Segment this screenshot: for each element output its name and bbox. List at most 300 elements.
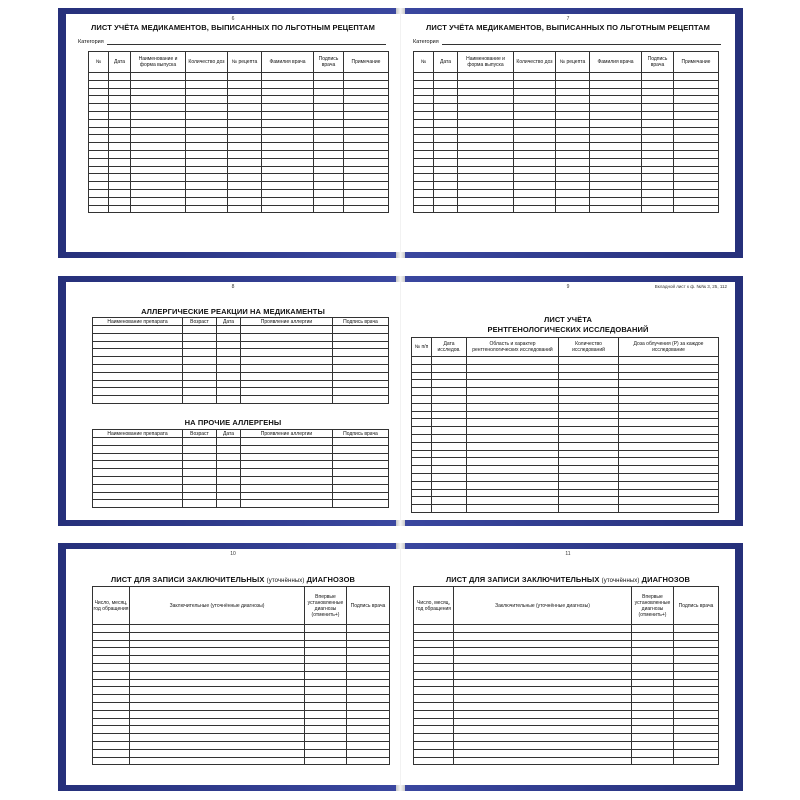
table-cell[interactable]: [619, 380, 719, 388]
table-row[interactable]: [89, 205, 389, 213]
table-cell[interactable]: [89, 143, 109, 151]
table-cell[interactable]: [559, 419, 619, 427]
diagnoses-table[interactable]: [413, 586, 719, 765]
table-cell[interactable]: [333, 326, 389, 334]
table-row[interactable]: [89, 174, 389, 182]
table-cell[interactable]: [305, 741, 347, 749]
table-cell[interactable]: [619, 434, 719, 442]
table-cell[interactable]: [434, 111, 458, 119]
table-cell[interactable]: [556, 80, 590, 88]
table-cell[interactable]: [642, 135, 674, 143]
table-cell[interactable]: [262, 88, 314, 96]
table-row[interactable]: [414, 687, 719, 695]
table-cell[interactable]: [590, 182, 642, 190]
table-cell[interactable]: [228, 143, 262, 151]
table-cell[interactable]: [458, 166, 514, 174]
table-cell[interactable]: [314, 119, 344, 127]
table-cell[interactable]: [131, 158, 186, 166]
table-cell[interactable]: [93, 333, 183, 341]
table-cell[interactable]: [559, 388, 619, 396]
table-row[interactable]: [414, 710, 719, 718]
table-cell[interactable]: [674, 119, 719, 127]
table-cell[interactable]: [131, 73, 186, 81]
table-row[interactable]: [412, 481, 719, 489]
table-cell[interactable]: [432, 372, 467, 380]
table-cell[interactable]: [314, 166, 344, 174]
table-cell[interactable]: [414, 166, 434, 174]
table-cell[interactable]: [314, 80, 344, 88]
table-row[interactable]: [93, 326, 389, 334]
table-cell[interactable]: [262, 166, 314, 174]
table-cell[interactable]: [556, 119, 590, 127]
table-cell[interactable]: [414, 632, 454, 640]
table-cell[interactable]: [434, 96, 458, 104]
table-cell[interactable]: [590, 73, 642, 81]
table-row[interactable]: [412, 388, 719, 396]
medications-table[interactable]: [88, 51, 389, 213]
table-cell[interactable]: [314, 127, 344, 135]
table-cell[interactable]: [89, 205, 109, 213]
table-cell[interactable]: [559, 458, 619, 466]
table-cell[interactable]: [109, 143, 131, 151]
table-cell[interactable]: [93, 656, 130, 664]
table-cell[interactable]: [347, 695, 390, 703]
table-cell[interactable]: [314, 197, 344, 205]
table-cell[interactable]: [467, 388, 559, 396]
table-row[interactable]: [89, 143, 389, 151]
table-cell[interactable]: [674, 143, 719, 151]
table-row[interactable]: [412, 395, 719, 403]
table-cell[interactable]: [674, 189, 719, 197]
table-cell[interactable]: [333, 364, 389, 372]
table-row[interactable]: [93, 349, 389, 357]
table-cell[interactable]: [89, 189, 109, 197]
table-cell[interactable]: [432, 450, 467, 458]
table-row[interactable]: [93, 380, 389, 388]
table-cell[interactable]: [674, 741, 719, 749]
table-row[interactable]: [412, 372, 719, 380]
table-cell[interactable]: [183, 396, 217, 404]
table-row[interactable]: [89, 166, 389, 174]
table-cell[interactable]: [559, 380, 619, 388]
table-cell[interactable]: [674, 174, 719, 182]
table-row[interactable]: [414, 189, 719, 197]
table-cell[interactable]: [186, 80, 228, 88]
table-cell[interactable]: [93, 500, 183, 508]
table-cell[interactable]: [241, 453, 333, 461]
table-cell[interactable]: [674, 663, 719, 671]
table-cell[interactable]: [559, 403, 619, 411]
table-row[interactable]: [93, 492, 389, 500]
table-cell[interactable]: [228, 104, 262, 112]
table-cell[interactable]: [590, 174, 642, 182]
table-cell[interactable]: [412, 442, 432, 450]
table-cell[interactable]: [467, 419, 559, 427]
table-cell[interactable]: [314, 111, 344, 119]
table-cell[interactable]: [414, 80, 434, 88]
table-cell[interactable]: [241, 396, 333, 404]
table-row[interactable]: [414, 663, 719, 671]
table-row[interactable]: [414, 111, 719, 119]
table-cell[interactable]: [412, 372, 432, 380]
table-cell[interactable]: [183, 476, 217, 484]
table-row[interactable]: [412, 357, 719, 365]
table-cell[interactable]: [414, 150, 434, 158]
table-cell[interactable]: [590, 166, 642, 174]
table-cell[interactable]: [93, 380, 183, 388]
table-cell[interactable]: [642, 88, 674, 96]
table-cell[interactable]: [89, 119, 109, 127]
table-cell[interactable]: [458, 205, 514, 213]
table-row[interactable]: [89, 189, 389, 197]
table-cell[interactable]: [305, 640, 347, 648]
table-cell[interactable]: [556, 197, 590, 205]
table-cell[interactable]: [454, 726, 632, 734]
table-cell[interactable]: [434, 205, 458, 213]
table-cell[interactable]: [458, 143, 514, 151]
table-cell[interactable]: [217, 461, 241, 469]
table-cell[interactable]: [183, 453, 217, 461]
table-cell[interactable]: [333, 396, 389, 404]
table-row[interactable]: [89, 104, 389, 112]
table-cell[interactable]: [347, 702, 390, 710]
table-cell[interactable]: [109, 80, 131, 88]
drug-allergy-table[interactable]: [92, 317, 389, 404]
table-row[interactable]: [414, 96, 719, 104]
table-cell[interactable]: [674, 104, 719, 112]
table-row[interactable]: [93, 453, 389, 461]
table-row[interactable]: [412, 473, 719, 481]
table-row[interactable]: [89, 88, 389, 96]
table-cell[interactable]: [183, 357, 217, 365]
table-cell[interactable]: [89, 135, 109, 143]
table-row[interactable]: [414, 143, 719, 151]
table-cell[interactable]: [514, 197, 556, 205]
table-cell[interactable]: [186, 143, 228, 151]
table-cell[interactable]: [559, 497, 619, 505]
table-cell[interactable]: [93, 710, 130, 718]
table-row[interactable]: [414, 749, 719, 757]
table-cell[interactable]: [556, 104, 590, 112]
table-cell[interactable]: [619, 403, 719, 411]
table-cell[interactable]: [632, 695, 674, 703]
table-cell[interactable]: [186, 135, 228, 143]
table-cell[interactable]: [93, 469, 183, 477]
table-cell[interactable]: [344, 80, 389, 88]
table-cell[interactable]: [590, 143, 642, 151]
table-cell[interactable]: [228, 96, 262, 104]
table-cell[interactable]: [262, 143, 314, 151]
table-cell[interactable]: [93, 695, 130, 703]
table-cell[interactable]: [344, 104, 389, 112]
table-cell[interactable]: [344, 111, 389, 119]
table-cell[interactable]: [632, 656, 674, 664]
table-cell[interactable]: [109, 73, 131, 81]
table-cell[interactable]: [559, 466, 619, 474]
table-cell[interactable]: [314, 135, 344, 143]
table-row[interactable]: [414, 648, 719, 656]
table-row[interactable]: [414, 182, 719, 190]
table-cell[interactable]: [514, 189, 556, 197]
table-cell[interactable]: [228, 111, 262, 119]
table-cell[interactable]: [344, 96, 389, 104]
table-row[interactable]: [414, 150, 719, 158]
table-cell[interactable]: [217, 357, 241, 365]
table-cell[interactable]: [412, 380, 432, 388]
table-cell[interactable]: [89, 197, 109, 205]
table-cell[interactable]: [434, 135, 458, 143]
table-cell[interactable]: [241, 461, 333, 469]
table-cell[interactable]: [347, 656, 390, 664]
table-cell[interactable]: [228, 88, 262, 96]
table-cell[interactable]: [333, 476, 389, 484]
table-cell[interactable]: [619, 395, 719, 403]
table-cell[interactable]: [412, 481, 432, 489]
table-cell[interactable]: [412, 489, 432, 497]
table-cell[interactable]: [412, 388, 432, 396]
table-cell[interactable]: [217, 388, 241, 396]
table-cell[interactable]: [414, 757, 454, 765]
table-cell[interactable]: [458, 150, 514, 158]
table-cell[interactable]: [458, 96, 514, 104]
table-cell[interactable]: [559, 473, 619, 481]
table-cell[interactable]: [217, 492, 241, 500]
table-row[interactable]: [414, 640, 719, 648]
table-row[interactable]: [412, 419, 719, 427]
table-cell[interactable]: [412, 427, 432, 435]
table-cell[interactable]: [347, 648, 390, 656]
table-cell[interactable]: [454, 640, 632, 648]
table-row[interactable]: [412, 497, 719, 505]
table-cell[interactable]: [130, 695, 305, 703]
table-cell[interactable]: [228, 182, 262, 190]
table-cell[interactable]: [93, 640, 130, 648]
table-row[interactable]: [93, 749, 390, 757]
table-cell[interactable]: [131, 104, 186, 112]
table-cell[interactable]: [674, 734, 719, 742]
table-cell[interactable]: [344, 189, 389, 197]
table-cell[interactable]: [93, 492, 183, 500]
table-row[interactable]: [89, 127, 389, 135]
table-cell[interactable]: [217, 364, 241, 372]
table-cell[interactable]: [514, 127, 556, 135]
table-cell[interactable]: [109, 158, 131, 166]
table-row[interactable]: [93, 656, 390, 664]
table-cell[interactable]: [183, 380, 217, 388]
table-cell[interactable]: [131, 205, 186, 213]
table-cell[interactable]: [454, 648, 632, 656]
table-cell[interactable]: [674, 656, 719, 664]
table-cell[interactable]: [414, 111, 434, 119]
table-cell[interactable]: [674, 749, 719, 757]
table-cell[interactable]: [514, 205, 556, 213]
table-cell[interactable]: [186, 96, 228, 104]
table-cell[interactable]: [619, 364, 719, 372]
table-cell[interactable]: [93, 625, 130, 633]
table-cell[interactable]: [241, 349, 333, 357]
table-cell[interactable]: [467, 357, 559, 365]
table-cell[interactable]: [514, 111, 556, 119]
table-row[interactable]: [414, 166, 719, 174]
table-cell[interactable]: [347, 726, 390, 734]
table-cell[interactable]: [314, 73, 344, 81]
table-cell[interactable]: [183, 438, 217, 446]
table-cell[interactable]: [674, 73, 719, 81]
table-cell[interactable]: [183, 388, 217, 396]
table-cell[interactable]: [414, 718, 454, 726]
table-row[interactable]: [93, 372, 389, 380]
table-cell[interactable]: [93, 671, 130, 679]
table-cell[interactable]: [130, 640, 305, 648]
table-cell[interactable]: [262, 182, 314, 190]
table-cell[interactable]: [674, 718, 719, 726]
table-cell[interactable]: [131, 197, 186, 205]
table-cell[interactable]: [347, 718, 390, 726]
table-cell[interactable]: [305, 648, 347, 656]
table-cell[interactable]: [130, 679, 305, 687]
table-cell[interactable]: [414, 710, 454, 718]
table-cell[interactable]: [514, 80, 556, 88]
table-cell[interactable]: [434, 88, 458, 96]
table-row[interactable]: [93, 679, 390, 687]
table-row[interactable]: [414, 88, 719, 96]
table-cell[interactable]: [432, 434, 467, 442]
table-cell[interactable]: [305, 702, 347, 710]
table-row[interactable]: [93, 663, 390, 671]
table-cell[interactable]: [333, 341, 389, 349]
table-row[interactable]: [93, 702, 390, 710]
table-cell[interactable]: [674, 671, 719, 679]
table-row[interactable]: [93, 687, 390, 695]
table-cell[interactable]: [130, 757, 305, 765]
table-cell[interactable]: [414, 741, 454, 749]
table-cell[interactable]: [262, 119, 314, 127]
table-row[interactable]: [93, 341, 389, 349]
table-cell[interactable]: [458, 127, 514, 135]
table-cell[interactable]: [619, 497, 719, 505]
table-cell[interactable]: [454, 656, 632, 664]
table-cell[interactable]: [458, 158, 514, 166]
table-row[interactable]: [93, 734, 390, 742]
table-cell[interactable]: [93, 648, 130, 656]
table-cell[interactable]: [467, 473, 559, 481]
table-cell[interactable]: [93, 679, 130, 687]
table-cell[interactable]: [314, 158, 344, 166]
table-cell[interactable]: [333, 388, 389, 396]
table-row[interactable]: [414, 625, 719, 633]
table-cell[interactable]: [674, 166, 719, 174]
table-cell[interactable]: [217, 484, 241, 492]
table-cell[interactable]: [262, 189, 314, 197]
table-cell[interactable]: [590, 88, 642, 96]
table-cell[interactable]: [333, 484, 389, 492]
table-cell[interactable]: [262, 73, 314, 81]
table-cell[interactable]: [89, 158, 109, 166]
table-cell[interactable]: [344, 158, 389, 166]
table-cell[interactable]: [414, 679, 454, 687]
table-cell[interactable]: [432, 380, 467, 388]
table-cell[interactable]: [642, 205, 674, 213]
table-cell[interactable]: [414, 189, 434, 197]
table-cell[interactable]: [262, 127, 314, 135]
table-cell[interactable]: [674, 111, 719, 119]
table-cell[interactable]: [454, 695, 632, 703]
table-cell[interactable]: [642, 189, 674, 197]
table-cell[interactable]: [458, 104, 514, 112]
table-cell[interactable]: [674, 80, 719, 88]
table-row[interactable]: [414, 695, 719, 703]
table-cell[interactable]: [186, 182, 228, 190]
table-row[interactable]: [414, 702, 719, 710]
table-cell[interactable]: [458, 80, 514, 88]
table-cell[interactable]: [414, 174, 434, 182]
table-row[interactable]: [414, 726, 719, 734]
table-cell[interactable]: [347, 640, 390, 648]
table-row[interactable]: [93, 364, 389, 372]
table-cell[interactable]: [241, 445, 333, 453]
table-cell[interactable]: [344, 197, 389, 205]
table-cell[interactable]: [674, 648, 719, 656]
table-cell[interactable]: [344, 205, 389, 213]
table-cell[interactable]: [333, 438, 389, 446]
table-cell[interactable]: [186, 111, 228, 119]
table-cell[interactable]: [674, 687, 719, 695]
table-cell[interactable]: [130, 656, 305, 664]
table-cell[interactable]: [414, 88, 434, 96]
table-cell[interactable]: [590, 135, 642, 143]
table-cell[interactable]: [347, 734, 390, 742]
table-cell[interactable]: [559, 364, 619, 372]
table-cell[interactable]: [619, 388, 719, 396]
table-row[interactable]: [412, 458, 719, 466]
table-cell[interactable]: [130, 648, 305, 656]
table-cell[interactable]: [130, 718, 305, 726]
table-cell[interactable]: [186, 166, 228, 174]
table-cell[interactable]: [674, 726, 719, 734]
table-cell[interactable]: [467, 364, 559, 372]
table-cell[interactable]: [89, 166, 109, 174]
table-cell[interactable]: [642, 158, 674, 166]
table-cell[interactable]: [93, 741, 130, 749]
table-cell[interactable]: [590, 111, 642, 119]
medications-table[interactable]: [413, 51, 719, 213]
table-row[interactable]: [93, 632, 390, 640]
table-row[interactable]: [93, 388, 389, 396]
table-cell[interactable]: [556, 73, 590, 81]
table-cell[interactable]: [333, 333, 389, 341]
table-cell[interactable]: [514, 143, 556, 151]
table-cell[interactable]: [590, 150, 642, 158]
table-cell[interactable]: [93, 484, 183, 492]
table-row[interactable]: [93, 500, 389, 508]
table-cell[interactable]: [432, 388, 467, 396]
table-cell[interactable]: [333, 380, 389, 388]
table-cell[interactable]: [432, 473, 467, 481]
table-cell[interactable]: [262, 197, 314, 205]
table-cell[interactable]: [344, 127, 389, 135]
table-cell[interactable]: [89, 127, 109, 135]
table-cell[interactable]: [414, 143, 434, 151]
category-field[interactable]: [413, 39, 721, 45]
table-row[interactable]: [412, 380, 719, 388]
table-cell[interactable]: [130, 671, 305, 679]
table-cell[interactable]: [414, 197, 434, 205]
table-cell[interactable]: [93, 326, 183, 334]
table-cell[interactable]: [619, 411, 719, 419]
table-row[interactable]: [414, 104, 719, 112]
table-cell[interactable]: [458, 135, 514, 143]
table-cell[interactable]: [93, 757, 130, 765]
